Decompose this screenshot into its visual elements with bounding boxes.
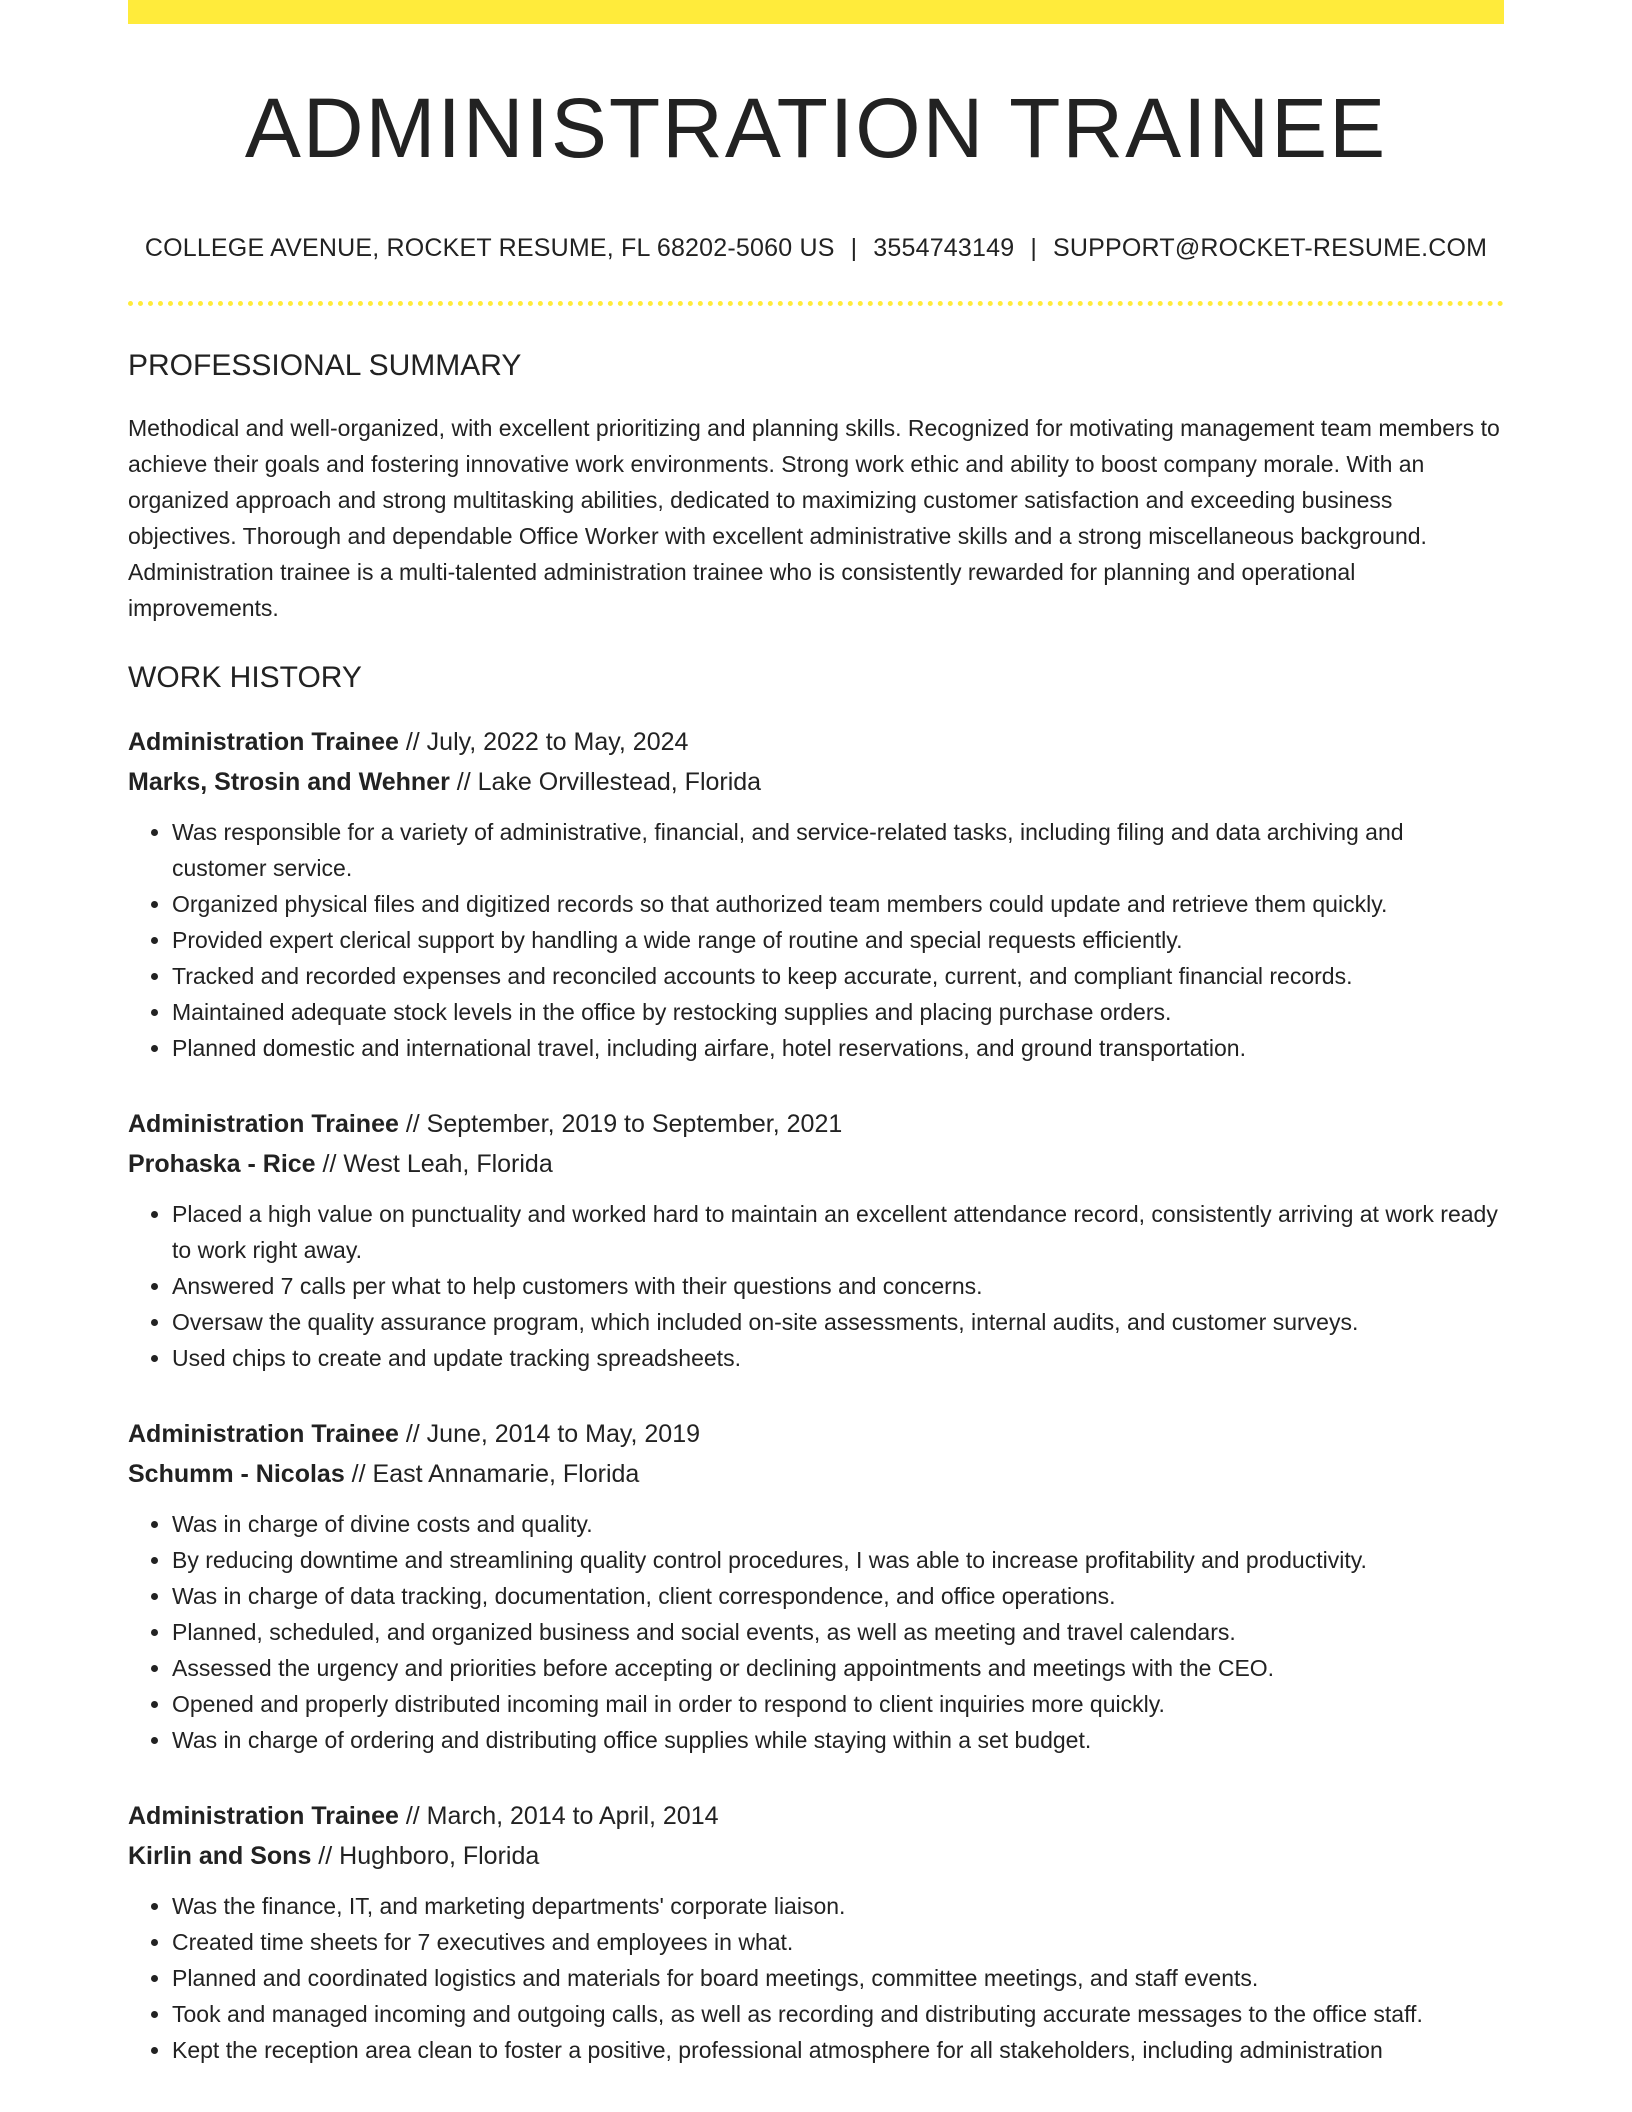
job-bullet: • Tracked and recorded expenses and reconciled accounts to keep accurate, current, and compliant financial records. [172,958,1504,994]
job-bullet: • Created time sheets for 7 executives and employees in what. [172,1924,1504,1960]
summary-heading: PROFESSIONAL SUMMARY [128,349,522,382]
contact-separator: | [1030,234,1038,262]
job-bullet: • Planned, scheduled, and organized business and social events, as well as meeting and travel calendars. [172,1614,1504,1650]
job-bullet: • Answered 7 calls per what to help customers with their questions and concerns. [172,1268,1504,1304]
summary-text: Methodical and well-organized, with excellent prioritizing and planning skills. Recognized for motivating management team members to achieve their goals and fostering innovative work environments. Strong work ethic and ability to boost company morale. With an organized approach and strong multitasking abilities, dedicated to maximizing customer satisfaction and exceeding business objectives. Thorough and dependable Office Worker with excellent administrative skills and a strong miscellaneous background. Administration trainee is a multi-talented administration trainee who is consistently rewarded for planning and operational improvements. [128,415,1500,621]
job-title-line [128,1104,1504,1144]
resume-title: ADMINISTRATION TRAINEE [244,81,1388,175]
job-bullet: • Was the finance, IT, and marketing departments' corporate liaison. [172,1888,1504,1924]
job-bullet: • Assessed the urgency and priorities before accepting or declining appointments and meetings with the CEO. [172,1650,1504,1686]
job-company: Prohaska - Rice [128,1150,316,1178]
job-bullet: • Provided expert clerical support by handling a wide range of routine and special requests efficiently. [172,922,1504,958]
job-title-line [128,722,1504,762]
contact-phone: 3554743149 [873,234,1015,262]
job-company-line [128,1836,1504,1876]
job-bullet: • By reducing downtime and streamlining quality control procedures, I was able to increase profitability and productivity. [172,1542,1504,1578]
contact-line [128,234,1504,263]
job-dates: // March, 2014 to April, 2014 [398,1802,719,1830]
job-company-line [128,762,1504,802]
job-entry [128,1796,1504,2068]
job-bullet: • Maintained adequate stock levels in the office by restocking supplies and placing purchase orders. [172,994,1504,1030]
job-location: // East Annamarie, Florida [344,1460,640,1488]
job-dates: // June, 2014 to May, 2019 [398,1420,701,1448]
job-title: Administration Trainee [128,1110,399,1138]
job-bullet: • Planned domestic and international travel, including airfare, hotel reservations, and ground transportation. [172,1030,1504,1066]
contact-email: SUPPORT@ROCKET-RESUME.COM [1053,234,1488,262]
job-company: Marks, Strosin and Wehner [128,768,450,796]
job-entry [128,722,1504,1066]
job-location: // Lake Orvillestead, Florida [449,768,762,796]
contact-separator: | [850,234,858,262]
job-location: // Hughboro, Florida [311,1842,540,1870]
work-history-list [128,722,1504,2068]
job-bullets [128,1888,1504,2068]
work-history-heading: WORK HISTORY [128,661,362,694]
job-title: Administration Trainee [128,1420,399,1448]
job-entry [128,1414,1504,1758]
resume-page [128,0,1504,2068]
job-company-line [128,1144,1504,1184]
job-bullets [128,1196,1504,1376]
job-title-line [128,1414,1504,1454]
job-bullet: • Opened and properly distributed incoming mail in order to respond to client inquiries more quickly. [172,1686,1504,1722]
job-dates: // July, 2022 to May, 2024 [398,728,689,756]
contact-address: COLLEGE AVENUE, ROCKET RESUME, FL 68202-5060 US [144,234,835,262]
job-dates: // September, 2019 to September, 2021 [398,1110,843,1138]
dotted-divider [128,301,1504,306]
job-bullets [128,1506,1504,1758]
job-bullet: • Organized physical files and digitized records so that authorized team members could update and retrieve them quickly. [172,886,1504,922]
job-bullet: • Kept the reception area clean to foster a positive, professional atmosphere for all stakeholders, including administration [172,2032,1504,2068]
accent-bar [128,0,1504,24]
job-entry [128,1104,1504,1376]
job-company: Kirlin and Sons [128,1842,312,1870]
job-bullet: • Was in charge of divine costs and quality. [172,1506,1504,1542]
job-bullet: • Was in charge of data tracking, documentation, client correspondence, and office operations. [172,1578,1504,1614]
job-bullet: • Took and managed incoming and outgoing calls, as well as recording and distributing accurate messages to the office staff. [172,1996,1504,2032]
job-bullets [128,814,1504,1066]
job-bullet: • Was in charge of ordering and distributing office supplies while staying within a set budget. [172,1722,1504,1758]
job-bullet: • Planned and coordinated logistics and materials for board meetings, committee meetings, and staff events. [172,1960,1504,1996]
job-title: Administration Trainee [128,1802,399,1830]
job-title: Administration Trainee [128,728,399,756]
job-bullet: • Oversaw the quality assurance program, which included on-site assessments, internal audits, and customer surveys. [172,1304,1504,1340]
job-location: // West Leah, Florida [315,1150,553,1178]
job-bullet: • Used chips to create and update tracking spreadsheets. [172,1340,1504,1376]
job-bullet: • Was responsible for a variety of administrative, financial, and service-related tasks, including filing and data archiving and customer service. [172,814,1504,886]
job-bullet: • Placed a high value on punctuality and worked hard to maintain an excellent attendance record, consistently arriving at work ready to work right away. [172,1196,1504,1268]
job-company-line [128,1454,1504,1494]
job-title-line [128,1796,1504,1836]
job-company: Schumm - Nicolas [128,1460,345,1488]
